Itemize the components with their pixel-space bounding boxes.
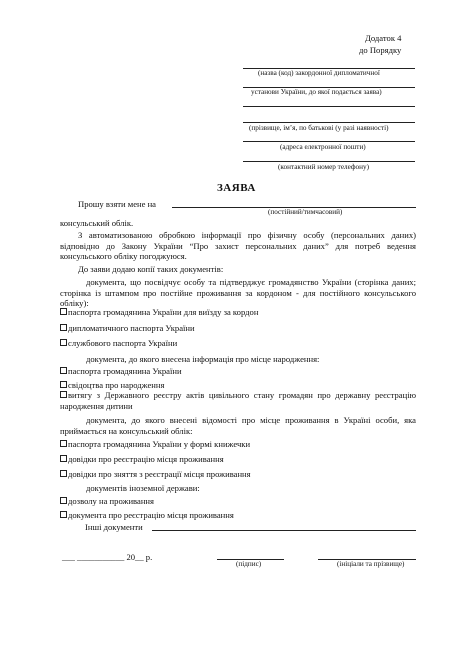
- checkbox-item[interactable]: паспорта громадянина України у формі книжечки: [60, 439, 250, 449]
- email-caption: (адреса електронної пошти): [280, 143, 366, 151]
- other-docs-label: Інші документи: [85, 522, 143, 532]
- checkbox-item[interactable]: свідоцтва про народження: [60, 380, 164, 390]
- full-name-caption: (прізвище, ім’я, по батькові (у разі наявності): [249, 124, 389, 132]
- checkbox-icon[interactable]: [60, 470, 67, 477]
- phone-caption: (контактний номер телефону): [278, 163, 369, 171]
- blank-line[interactable]: [243, 106, 415, 107]
- checkbox-item[interactable]: дозволу на проживання: [60, 496, 154, 506]
- checkbox-icon[interactable]: [60, 308, 67, 315]
- foreign-doc-intro: документів іноземної держави:: [86, 483, 200, 493]
- checkbox-item[interactable]: паспорта громадянина України: [60, 366, 182, 376]
- email-line[interactable]: [243, 141, 415, 142]
- document-title: ЗАЯВА: [217, 182, 256, 194]
- checkbox-icon[interactable]: [60, 381, 67, 388]
- request-text: Прошу взяти мене на: [78, 199, 156, 209]
- consulate-name-caption: (назва (код) закордонної дипломатичної: [258, 69, 380, 77]
- checkbox-icon[interactable]: [60, 367, 67, 374]
- checkbox-item[interactable]: паспорта громадянина України для виїзду за кордон: [60, 307, 258, 317]
- birth-doc-intro: документа, до якого внесена інформація про місце народження:: [86, 354, 320, 364]
- checkbox-item[interactable]: довідки про реєстрацію місця проживання: [60, 454, 224, 464]
- checkbox-item[interactable]: службового паспорта України: [60, 338, 177, 348]
- residence-doc-intro: документа, до якого внесені відомості про місце проживання в Україні особи, яка приймається на консульський облік:: [60, 415, 416, 436]
- checkbox-item[interactable]: довідки про зняття з реєстрації місця проживання: [60, 469, 251, 479]
- name-caption: (ініціали та прізвище): [337, 560, 405, 568]
- request-tail: консульський облік.: [60, 218, 134, 228]
- checkbox-item[interactable]: документа про реєстрацію місця проживання: [60, 510, 234, 520]
- checkbox-icon[interactable]: [60, 455, 67, 462]
- checkbox-icon[interactable]: [60, 497, 67, 504]
- date-field[interactable]: ___ ___________ 20__ р.: [62, 552, 153, 562]
- consent-paragraph: З автоматизованою обробкою інформації про фізичну особу (персональних даних) відповідно до Закону України “Про захист персональних даних” для потреб ведення консульського обліку погоджуюся.: [60, 230, 416, 262]
- appendix-reference: до Порядку: [359, 45, 402, 55]
- full-name-line[interactable]: [243, 122, 415, 123]
- identity-doc-intro: документа, що посвідчує особу та підтверджує громадянство України (сторінка даних; сторінка із штампом про постійне проживання за кордоном - для постійного консульського обліку):: [60, 277, 416, 309]
- other-docs-line[interactable]: [152, 530, 416, 531]
- signature-caption: (підпис): [236, 560, 262, 568]
- consulate-name-caption-2: установи України, до якої подається заява): [251, 88, 382, 96]
- phone-line[interactable]: [243, 161, 415, 162]
- checkbox-icon[interactable]: [60, 391, 67, 398]
- appendix-number: Додаток 4: [365, 33, 402, 43]
- attachments-intro: До заяви додаю копії таких документів:: [78, 264, 224, 274]
- checkbox-icon[interactable]: [60, 511, 67, 518]
- checkbox-item[interactable]: дипломатичного паспорта України: [60, 323, 195, 333]
- checkbox-item[interactable]: витягу з Державного реєстру актів цивільного стану громадян про державну реєстрацію народження дитини: [60, 390, 416, 411]
- registration-type-caption: (постійний/тимчасовий): [268, 208, 343, 216]
- checkbox-icon[interactable]: [60, 339, 67, 346]
- checkbox-icon[interactable]: [60, 440, 67, 447]
- checkbox-icon[interactable]: [60, 324, 67, 331]
